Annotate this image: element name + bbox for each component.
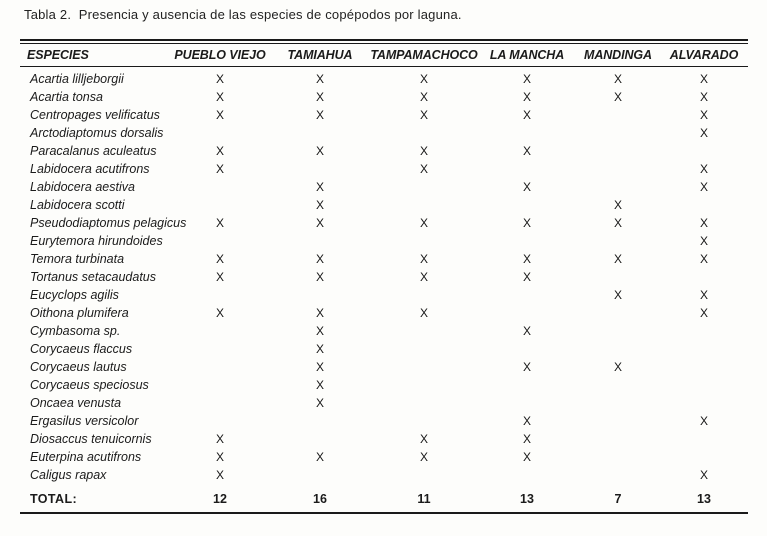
presence-mark: X (613, 90, 622, 104)
presence-mark: X (215, 432, 224, 446)
presence-mark: X (419, 450, 428, 464)
presence-mark: X (699, 90, 708, 104)
presence-mark: X (613, 72, 622, 86)
presence-mark: X (613, 252, 622, 266)
total-value: 13 (697, 492, 711, 506)
presence-mark: X (699, 288, 708, 302)
presence-mark: X (522, 450, 531, 464)
species-name: Temora turbinata (30, 252, 125, 266)
species-name: Acartia tonsa (30, 90, 103, 104)
presence-mark: X (613, 216, 622, 230)
presence-mark: X (215, 468, 224, 482)
column-header-mandinga: MANDINGA (584, 48, 652, 62)
presence-mark: X (315, 450, 324, 464)
table-row (20, 448, 748, 466)
presence-mark: X (215, 252, 224, 266)
species-name: Centropages velificatus (30, 108, 160, 122)
species-name: Labidocera acutifrons (30, 162, 150, 176)
table-row (20, 430, 748, 448)
presence-mark: X (419, 432, 428, 446)
species-name: Pseudodiaptomus pelagicus (30, 216, 187, 230)
presence-mark: X (522, 270, 531, 284)
presence-mark: X (699, 108, 708, 122)
presence-mark: X (315, 342, 324, 356)
presence-mark: X (522, 72, 531, 86)
table-row (20, 304, 748, 322)
column-header-alvarado: ALVARADO (669, 48, 739, 62)
presence-mark: X (699, 306, 708, 320)
species-name: Cymbasoma sp. (30, 324, 121, 338)
presence-mark: X (215, 270, 224, 284)
presence-mark: X (522, 108, 531, 122)
presence-mark: X (613, 198, 622, 212)
presence-mark: X (522, 180, 531, 194)
table-row (20, 70, 748, 88)
column-header-tampamachoco: TAMPAMACHOCO (370, 48, 478, 62)
presence-mark: X (419, 144, 428, 158)
total-row (20, 488, 748, 510)
total-value: 13 (520, 492, 534, 506)
presence-mark: X (522, 252, 531, 266)
presence-mark: X (315, 198, 324, 212)
table-row (20, 196, 748, 214)
presence-mark: X (315, 324, 324, 338)
species-name: Acartia lilljeborgii (30, 72, 124, 86)
presence-mark: X (315, 180, 324, 194)
table-body (20, 67, 748, 484)
column-header-tamiahua: TAMIAHUA (287, 48, 353, 62)
species-name: Diosaccus tenuicornis (30, 432, 152, 446)
presence-mark: X (699, 72, 708, 86)
species-name: Corycaeus lautus (30, 360, 127, 374)
copepod-presence-table (20, 39, 748, 514)
presence-mark: X (419, 216, 428, 230)
presence-mark: X (522, 144, 531, 158)
presence-mark: X (613, 288, 622, 302)
presence-mark: X (699, 126, 708, 140)
table-row (20, 160, 748, 178)
presence-mark: X (315, 270, 324, 284)
presence-mark: X (315, 306, 324, 320)
presence-mark: X (215, 72, 224, 86)
table-row (20, 268, 748, 286)
table-row (20, 358, 748, 376)
presence-mark: X (419, 90, 428, 104)
table-row (20, 394, 748, 412)
column-header-la-mancha: LA MANCHA (489, 48, 565, 62)
presence-mark: X (315, 72, 324, 86)
presence-mark: X (215, 216, 224, 230)
species-name: Labidocera scotti (30, 198, 125, 212)
table-row (20, 376, 748, 394)
presence-mark: X (699, 414, 708, 428)
presence-mark: X (215, 144, 224, 158)
table-row (20, 466, 748, 484)
presence-mark: X (315, 216, 324, 230)
table-row (20, 232, 748, 250)
presence-mark: X (419, 252, 428, 266)
presence-mark: X (315, 360, 324, 374)
species-name: Corycaeus speciosus (30, 378, 149, 392)
presence-mark: X (315, 90, 324, 104)
presence-mark: X (315, 144, 324, 158)
presence-mark: X (699, 468, 708, 482)
presence-mark: X (215, 90, 224, 104)
total-value: 12 (213, 492, 227, 506)
presence-mark: X (699, 252, 708, 266)
presence-mark: X (315, 396, 324, 410)
table-row (20, 124, 748, 142)
presence-mark: X (613, 360, 622, 374)
table-bottom-rule (20, 512, 748, 514)
presence-mark: X (419, 270, 428, 284)
presence-mark: X (215, 162, 224, 176)
presence-mark: X (522, 360, 531, 374)
table-row (20, 88, 748, 106)
table-header-row (20, 44, 748, 67)
table-row (20, 286, 748, 304)
presence-mark: X (699, 180, 708, 194)
table-row (20, 412, 748, 430)
species-name: Oncaea venusta (30, 396, 122, 410)
species-name: Oithona plumifera (30, 306, 129, 320)
table-row (20, 250, 748, 268)
presence-mark: X (419, 162, 428, 176)
presence-mark: X (215, 450, 224, 464)
table-row (20, 178, 748, 196)
table-row (20, 214, 748, 232)
column-header-especies: ESPECIES (27, 48, 89, 62)
presence-mark: X (699, 216, 708, 230)
species-name: Eurytemora hirundoides (30, 234, 163, 248)
presence-mark: X (315, 378, 324, 392)
species-name: Corycaeus flaccus (30, 342, 133, 356)
species-name: Ergasilus versicolor (30, 414, 139, 428)
presence-mark: X (419, 72, 428, 86)
table-row (20, 322, 748, 340)
presence-mark: X (315, 252, 324, 266)
species-name: Arctodiaptomus dorsalis (30, 126, 164, 140)
table-row (20, 340, 748, 358)
presence-mark: X (522, 324, 531, 338)
species-name: Eucyclops agilis (30, 288, 119, 302)
species-name: Tortanus setacaudatus (30, 270, 157, 284)
presence-mark: X (419, 108, 428, 122)
presence-mark: X (419, 306, 428, 320)
total-value: 11 (417, 492, 431, 506)
presence-mark: X (699, 234, 708, 248)
total-value: 16 (313, 492, 327, 506)
presence-mark: X (522, 432, 531, 446)
total-value: 7 (614, 492, 622, 506)
presence-mark: X (522, 414, 531, 428)
table-row (20, 106, 748, 124)
presence-mark: X (522, 90, 531, 104)
column-header-pueblo-viejo: PUEBLO VIEJO (174, 48, 266, 62)
species-name: Paracalanus aculeatus (30, 144, 157, 158)
presence-mark: X (215, 108, 224, 122)
table-row (20, 142, 748, 160)
presence-mark: X (522, 216, 531, 230)
table-caption: Tabla 2. Presencia y ausencia de las especies de copépodos por laguna. (24, 7, 462, 22)
species-name: Labidocera aestiva (30, 180, 135, 194)
presence-mark: X (699, 162, 708, 176)
presence-mark: X (315, 108, 324, 122)
species-name: Euterpina acutifrons (30, 450, 142, 464)
total-label: TOTAL: (30, 492, 78, 506)
species-name: Caligus rapax (30, 468, 107, 482)
presence-mark: X (215, 306, 224, 320)
